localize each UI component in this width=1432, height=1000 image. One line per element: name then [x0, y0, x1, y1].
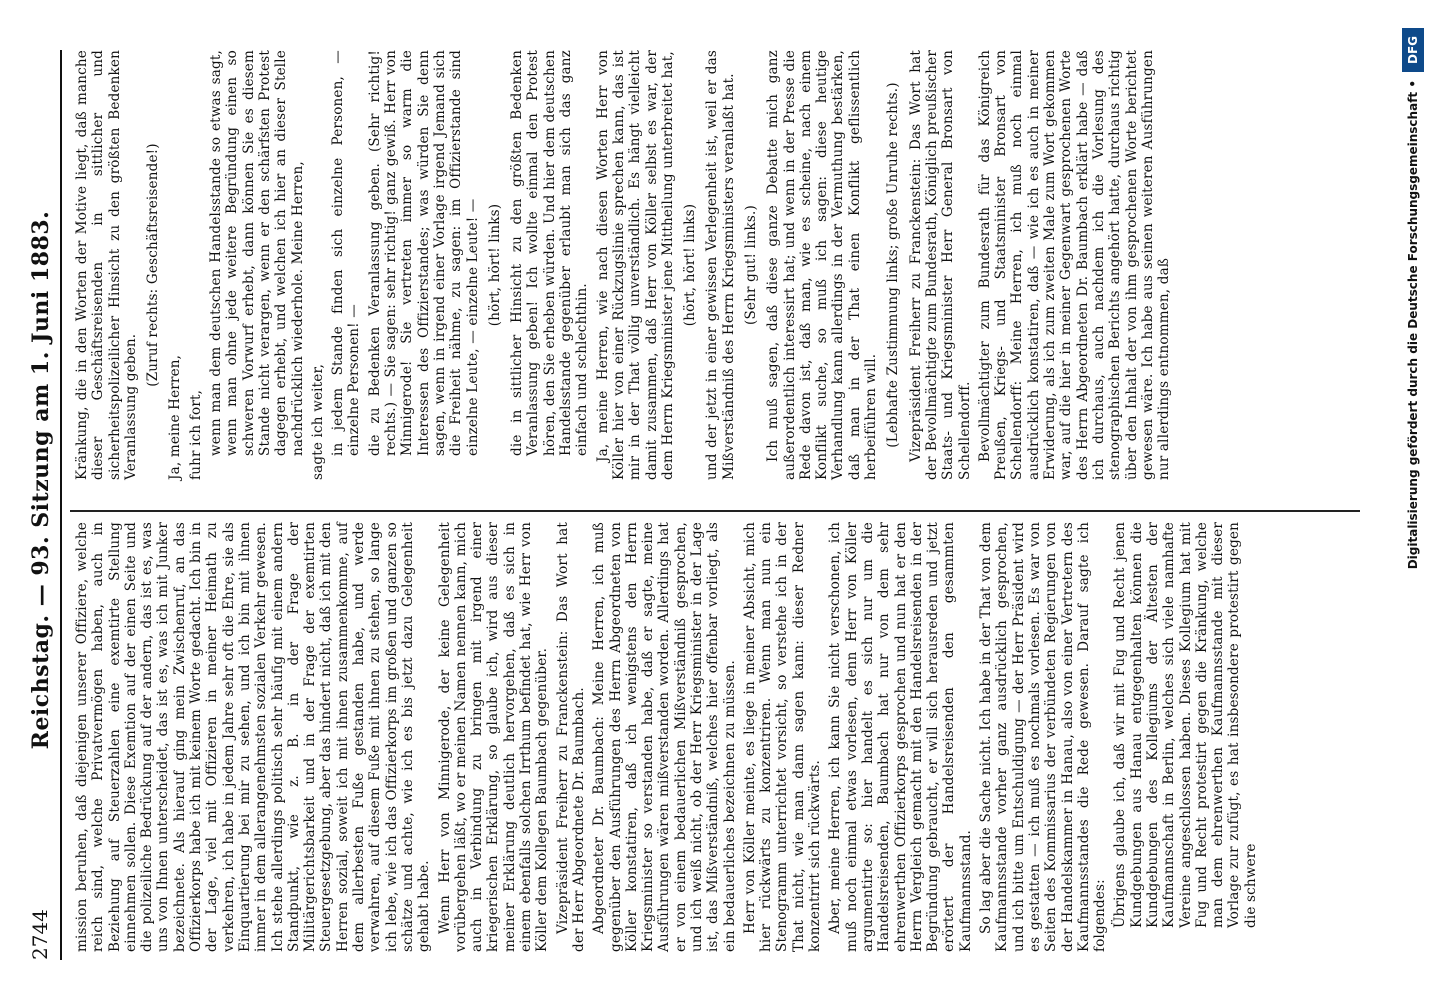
paragraph: die zu Bedenken Veranlassung geben. (Sehr richtig! rechts.) — Sie sagen: sehr richtig! ganz gewiß. Herr von Minnigerode! Sie vertreten immer so warm die Interessen des Offizierstandes; was würden Sie denn sagen, wenn in irgend einer Vorlage irgend Jemand sich die Freiheit nähme, zu sagen: im Offizierstande sind einzelne Leute, — einzelne Leute! —	[366, 50, 481, 456]
right-column	[74, 50, 1176, 480]
paragraph: (hört, hört! links)	[682, 203, 699, 327]
paragraph: (Sehr gut! links.)	[742, 204, 759, 326]
paragraph: Kränkung, die in den Worten der Motive liegt, daß manche dieser Geschäftsreisenden in sittlicher und sicherheitspolizeilicher Hinsicht zu den größten Bedenken Veranlassung geben.	[74, 50, 139, 480]
paragraph: Bevollmächtigter zum Bundesrath für das Königreich Preußen, Kriegs- und Staatsminister Bronsart von Schellendorff: Meine Herren, ich muß noch einmal ausdrücklich konstatiren, daß — wie ich es auch in meiner Erwiderung, als ich zum zweiten Male zum Wort gekommen war, auf die hier in meiner Gegenwart gesprochenen Worte des Herrn Abgeordneten Dr. Baumbach erklärt habe — daß ich durchaus, auch nachdem ich die Vorlesung des stenographischen Berichts angehört hatte, durchaus richtig über den Inhalt der von ihm gesprochenen Worte berichtet gewesen wäre. Ich habe aus seinen weiteren Ausführungen nur allerdings entnommen, daß	[976, 50, 1173, 480]
paragraph: fuhr ich fort,	[187, 389, 204, 480]
paragraph: Vizepräsident Freiherr zu Franckenstein: Das Wort hat der Herr Abgeordnete Dr. Baumbach.	[554, 522, 587, 952]
paragraph: Abgeordneter Dr. Baumbach: Meine Herren, ich muß gegenüber den Ausführungen des Herrn Abgeordneten von Köller konstatiren, daß ich wenigstens den Herrn Kriegsminister so verstanden habe, daß er sagte, meine Ausführungen wären mißverstanden worden. Allerdings hat er von einem bedauerlichen Mißverständniß gesprochen, und ich weiß nicht, ob der Herr Kriegsminister in der Lage ist, das Mißverständniß, welches hier offenbar vorliegt, als ein bedauerliches bezeichnen zu müssen.	[591, 522, 738, 952]
paragraph: die in sittlicher Hinsicht zu den größten Bedenken Veranlassung geben! Ich wollte einmal den Protest hören, den Sie erheben würden. Und hier dem deutschen Handelsstande gegenüber erlaubt man sich das ganz einfach und schlechthin.	[509, 50, 591, 456]
paragraph: So lag aber die Sache nicht. Ich habe in der That von dem Kaufmannsstande vorher ganz ausdrücklich gesprochen, und ich bitte um Entschuldigung — der Herr Präsident wird es gestatten — ich muß es nochmals vorlesen. Es war von Seiten des Kommissarius der verbündeten Regierungen von der Handelskammer in Hanau, also von einer Vertretern des Kaufmannsstandes die Rede gewesen. Darauf sagte ich folgendes:	[978, 522, 1109, 952]
paragraph: wenn man dem deutschen Handelsstande so etwas sagt, wenn man ohne jede weitere Begründung einen so schweren Vorwurf erhebt, dann können Sie es diesem Stande nicht verargen, wenn er den schärfsten Protest dagegen erhebt, und welchen ich hier an dieser Stelle nachdrücklich wiederhole. Meine Herren,	[208, 50, 306, 456]
paragraph: mission beruhen, daß diejenigen unserer Offiziere, welche reich sind, welche Privatvermögen haben, auch in Beziehung auf Steuerzahlen eine exemtirte Stellung einnehmen sollen. Diese Exemtion auf der einen Seite und die polizeiliche Bedrückung auf der andern, das ist es, was uns von Ihnen unterscheidet, das ist es, was ich mit Junker bezeichnete. Als hierauf ging mein Zwischenruf, an das Offizierkorps habe ich mit keinem Worte gedacht. Ich bin in der Lage, viel mit Offizieren in meiner Heimath zu verkehren, ich habe in jedem Jahre sehr oft die Ehre, sie als Einquartierung bei mir zu sehen, und ich bin mit ihnen immer in dem allerangenehmsten sozialen Verkehr gewesen. Ich stehe allerdings politisch sehr häufig mit einem andern Standpunkt, wie z. B. in der Frage der Militärgerichtsbarkeit und in der Frage der exemtirten Steuergesetzgebung, aber das hindert nicht, daß ich mit den Herren sozial, soweit ich mit ihnen zusammenkomme, auf dem allerbesten Fuße gestanden habe, und werde verwahren, auf diesem Fuße mit ihnen zu stehen, so lange ich lebe, wie ich das Offizierkorps im großen und ganzen so schätze und achte, wie ich es bis jetzt dazu Gelegenheit gehabt habe.	[74, 522, 433, 952]
paragraph: sagte ich weiter,	[309, 363, 326, 480]
page-title: Reichstag. — 93. Sitzung am 1. Juni 1883.	[28, 210, 54, 750]
paragraph: in jedem Stande finden sich einzelne Personen, — einzelne Personen! —	[330, 50, 363, 456]
paragraph: Aber, meine Herren, ich kann Sie nicht verschonen, ich muß noch einmal etwas vorlesen, denn Herr von Köller argumentirte so: hier handelt es sich nur um die Handelsreisenden, Baumbach hat nur von dem sehr ehrenwerthen Offizierkorps gesprochen und nun hat er den Herrn Vergleich gemacht mit den Handelsreisenden in der Begründung gebraucht, er will sich herausreden und jetzt erörtert der Handelsreisenden den gesammten Kaufmannsstand.	[827, 522, 974, 952]
paragraph: und der jetzt in einer gewissen Verlegenheit ist, weil er das Mißverständniß des Herrn Kriegsministers veranlaßt hat.	[704, 50, 737, 480]
column-divider	[70, 511, 1360, 513]
paragraph: Wenn Herr von Minnigerode, der keine Gelegenheit vorübergehen läßt, wo er meinen Namen nennen kann, mich auch in Verbindung zu bringen mit irgend einer kriegerischen Erklärung, so glaube ich, wird aus dieser meiner Erklärung deutlich hervorgehen, daß es sich in einem ebenfalls solchen Irrthum befindet hat, wie Herr von Köller dem Kollegen Baumbach gegenüber.	[436, 522, 551, 952]
paragraph: (Lebhafte Zustimmung links; große Unruhe rechts.)	[885, 82, 902, 448]
paragraph: Ja, meine Herren,	[167, 354, 184, 480]
paragraph: Herr von Köller meinte, es liege in meiner Absicht, mich hier rückwärts zu konzentriren. Wenn man nun ein Stenogramm unterrichtet vorsicht, so verstehe ich in der That nicht, wie man dann sagen kann: dieser Redner konzentrirt sich rückwärts.	[741, 522, 824, 952]
dfg-logo-badge: DFG	[1402, 28, 1424, 72]
left-column	[74, 522, 1263, 952]
paragraph: Übrigens glaube ich, daß wir mit Fug und Recht jenen Kundgebungen aus Hanau entgegenhalten können die Kundgebungen des Kollegiums der Ältesten der Kaufmannschaft in Berlin, welches sich viele namhafte Vereine angeschlossen haben. Dieses Kollegium hat mit Fug und Recht protestirt gegen die Kränkung, welche man dem ehrenwerthen Kaufmannsstande mit dieser Vorlage zur zufügt, es hat insbesondere protestirt gegen die schwere	[1112, 522, 1259, 928]
paragraph: (Zuruf rechts: Geschäftsreisende!)	[145, 143, 162, 387]
paragraph: Vizepräsident Freiherr zu Franckenstein: Das Wort hat der Bevollmächtigte zum Bundesrath, Königlich preußischer Staats- und Kriegsminister Herr General Bronsart von Schellendorff.	[907, 50, 973, 480]
footer	[1400, 0, 1432, 1000]
paragraph: (hört, hört! links)	[486, 203, 503, 327]
header-rule	[60, 50, 62, 960]
footer-credit: Digitalisierung gefördert durch die Deutsche Forschungsgemeinschaft •	[1406, 80, 1420, 570]
paragraph: Ich muß sagen, daß diese ganze Debatte mich ganz außerordentlich interessirt hat; und wenn in der Presse die Rede davon ist, daß man, wie es scheine, nach einem Konflikt suche, so muß ich sagen: diese heutige Verhandlung kann allerdings in der Vermuthung bestärken, daß man in der That einen Konflikt geflissentlich herbeiführen will.	[765, 50, 880, 480]
page-number: 2744	[28, 909, 52, 960]
paragraph: Ja, meine Herren, wie nach diesen Worten Herr von Köller hier von einer Rückzugslinie sprechen kann, das ist mir in der That völlig unverständlich. Es hängt vielleicht damit zusammen, daß Herr von Köller selbst es war, der dem Herrn Kriegsminister jene Mittheilung unterbreitet hat,	[594, 50, 676, 480]
page-header	[24, 50, 60, 960]
